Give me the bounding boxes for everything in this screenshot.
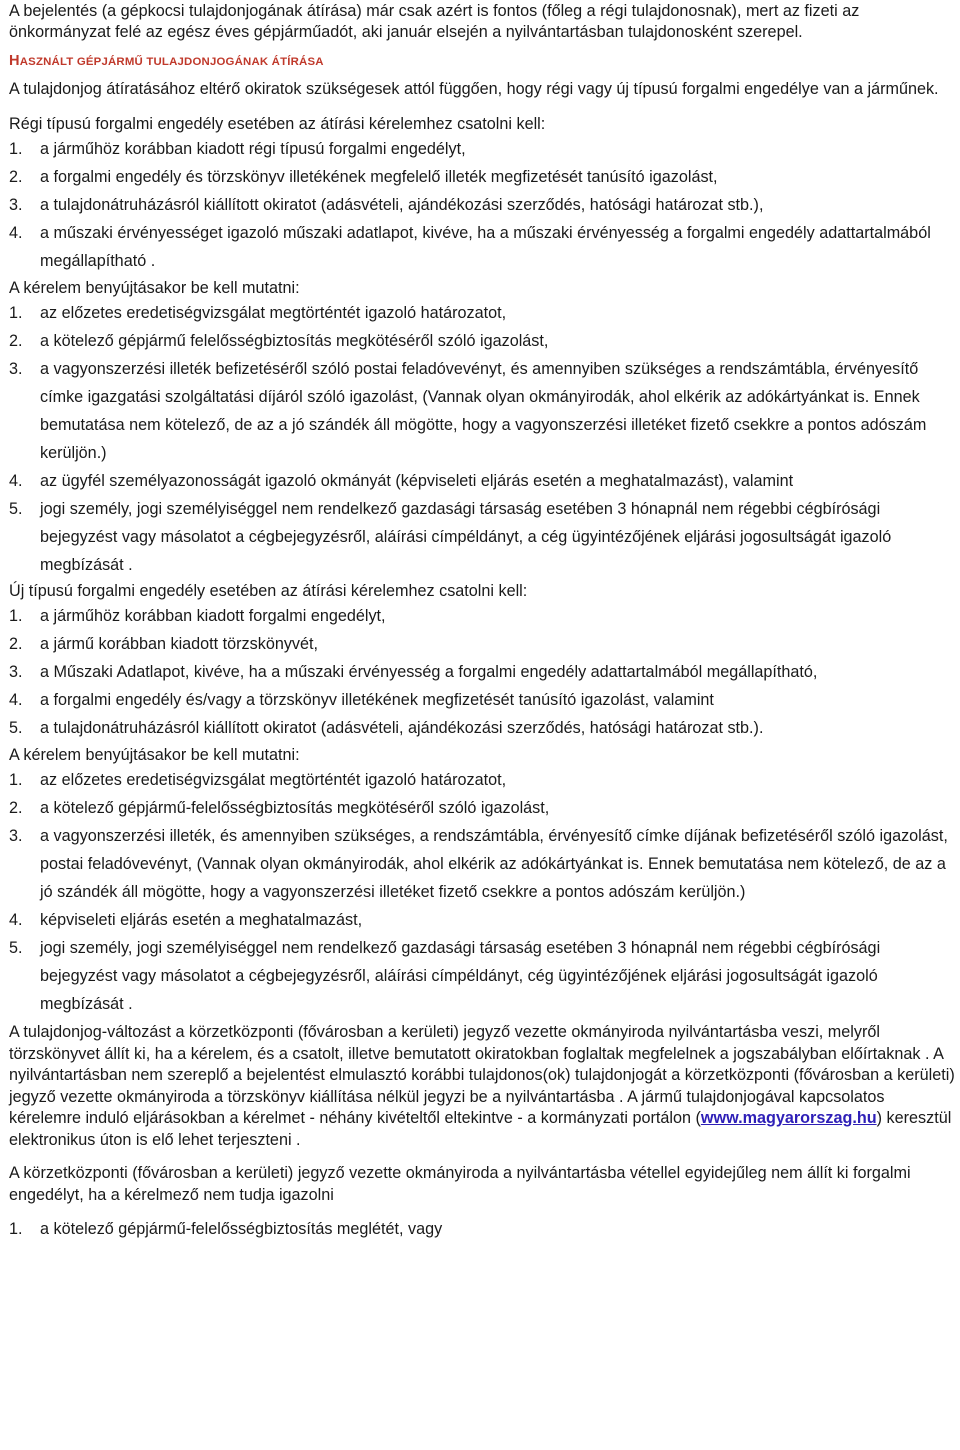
- list-item-text: a kötelező gépjármű-felelősségbiztosítás meglétét, vagy: [40, 1220, 443, 1238]
- list-item: [9, 467, 955, 495]
- list-item-number: 3.: [9, 827, 23, 845]
- document-page: [9, 0, 955, 1243]
- change-paragraph: [9, 1022, 955, 1151]
- list-item: [9, 766, 955, 794]
- change-paragraph-text-end: ) keresztül elektronikus úton is elő lehet terjeszteni .: [9, 1109, 952, 1149]
- list-item: [9, 630, 955, 658]
- old-type-show-lead: A kérelem benyújtásakor be kell mutatni:: [9, 279, 300, 297]
- list-item-text: a vagyonszerzési illeték, és amennyiben szükséges, a rendszámtábla, érvényesítő címke díjának befizetéséről szóló igazolást, postai feladóvevényt, (Vannak olyan okmányirodák, ahol elkérik az adókártyánkat is. Ennek bemutatása nem kötelező, de az a jó szándék áll mögötte, hogy a vagyonszerzési illetéket fizető csekkre a pontos adószám kerüljön.): [40, 827, 948, 901]
- list-item: [9, 714, 955, 742]
- change-paragraph-text: A tulajdonjog-változást a körzetközponti (fővárosban a kerületi) jegyző vezette okmányiroda nyilvántartásba veszi, melyről törzskönyvet állít ki, ha a kérelem, és a csatolt, illetve bemutatott okiratokban foglaltak megfelelnek a jogszabályban előírtaknak . A nyilvántartásban nem szereplő a bejelentést elmulasztó korábbi tulajdonos(ok) tulajdonjogát a körzetközponti (fővárosban a kerületi) jegyző vezette okmányiroda a törzskönyv kiállítása nélkül jegyzi be a nyilvántartásba . A jármű tulajdonjogával kapcsolatos kérelemre induló eljárásokban a kérelmet - néhány kivételtől eltekintve - a kormányzati portálon (: [9, 1023, 955, 1127]
- list-item-number: 1.: [9, 607, 23, 625]
- list-item-number: 2.: [9, 799, 23, 817]
- list-item-text: jogi személy, jogi személyiséggel nem rendelkező gazdasági társaság esetében 3 hónapnál nem régebbi cégbírósági bejegyzést vagy másolatot a cégbejegyzésről, aláírási címpéldányt, a cég ügyintézőjének eljárási jogosultságát igazoló megbízását .: [40, 500, 892, 574]
- list-item-number: 4.: [9, 224, 23, 242]
- list-item-number: 2.: [9, 635, 23, 653]
- list-item: [9, 191, 955, 219]
- list-item-text: a vagyonszerzési illeték befizetéséről szóló postai feladóvevényt, és amennyiben szükséges a rendszámtábla, érvényesítő címke igazgatási szolgáltatási díjáról szóló igazolást, (Vannak olyan okmányirodák, ahol elkérik az adókártyánkat is. Ennek bemutatása nem kötelező, de az a jó szándék áll mögötte, hogy a vagyonszerzési illetéket fizető csekkre a pontos adószám kerüljön.): [40, 360, 927, 462]
- final-list: [9, 1215, 955, 1243]
- section-heading-initial: H: [9, 53, 20, 69]
- intro-paragraph: A bejelentés (a gépkocsi tulajdonjogának átírása) már csak azért is fontos (főleg a régi tulajdonosnak), mert az fizeti az önkormányzat felé az egész éves gépjárműadót, aki január elsején a nyilvántartásban tulajdonosként szerepel.: [9, 2, 860, 41]
- old-type-attach-list: [9, 135, 955, 275]
- registration-paragraph: A körzetközponti (fővárosban a kerületi) jegyző vezette okmányiroda a nyilvántartásba vétellel egyidejűleg nem állít ki forgalmi engedélyt, ha a kérelmező nem tudja igazolni: [9, 1164, 911, 1204]
- list-item: [9, 794, 955, 822]
- list-item: [9, 355, 955, 467]
- list-item-number: 4.: [9, 691, 23, 709]
- list-item: [9, 1215, 955, 1243]
- list-item-text: a jármű korábban kiadott törzskönyvét,: [40, 635, 319, 653]
- list-item: [9, 906, 955, 934]
- list-item-text: a forgalmi engedély és törzskönyv illetékének megfelelő illeték megfizetését tanúsító igazolást,: [40, 168, 718, 186]
- list-item-number: 2.: [9, 332, 23, 350]
- new-type-show-lead: A kérelem benyújtásakor be kell mutatni:: [9, 746, 300, 764]
- section-heading: [9, 51, 955, 72]
- list-item-number: 1.: [9, 140, 23, 158]
- list-item-text: a forgalmi engedély és/vagy a törzskönyv illetékének megfizetését tanúsító igazolást, valamint: [40, 691, 714, 709]
- list-item: [9, 163, 955, 191]
- list-item-number: 3.: [9, 196, 23, 214]
- list-item-text: a kötelező gépjármű felelősségbiztosítás megkötéséről szóló igazolást,: [40, 332, 549, 350]
- list-item: [9, 219, 955, 275]
- list-item: [9, 822, 955, 906]
- old-type-lead: Régi típusú forgalmi engedély esetében az átírási kérelemhez csatolni kell:: [9, 115, 546, 133]
- list-item-text: az előzetes eredetiségvizsgálat megtörténtét igazoló határozatot,: [40, 304, 507, 322]
- new-type-attach-list: [9, 602, 955, 742]
- list-item-text: a járműhöz korábban kiadott régi típusú forgalmi engedélyt,: [40, 140, 466, 158]
- section-heading-rest: ASZNÁLT GÉPJÁRMŰ TULAJDONJOGÁNAK ÁTÍRÁSA: [19, 56, 324, 68]
- list-item: [9, 327, 955, 355]
- list-item-text: a járműhöz korábban kiadott forgalmi engedélyt,: [40, 607, 386, 625]
- list-item-number: 4.: [9, 472, 23, 490]
- list-item-number: 5.: [9, 500, 23, 518]
- list-item-text: a műszaki érvényességet igazoló műszaki adatlapot, kivéve, ha a műszaki érvényesség a forgalmi engedély adattartalmából megállapítható .: [40, 224, 931, 270]
- list-item-text: a kötelező gépjármű-felelősségbiztosítás megkötéséről szóló igazolást,: [40, 799, 550, 817]
- portal-link[interactable]: www.magyarorszag.hu: [700, 1109, 877, 1127]
- list-item-text: a tulajdonátruházásról kiállított okiratot (adásvételi, ajándékozási szerződés, hatósági határozat stb.),: [40, 196, 764, 214]
- list-item-text: képviseleti eljárás esetén a meghatalmazást,: [40, 911, 363, 929]
- old-type-show-list: [9, 299, 955, 579]
- list-item: [9, 658, 955, 686]
- list-item: [9, 686, 955, 714]
- list-item-number: 5.: [9, 719, 23, 737]
- list-item-number: 2.: [9, 168, 23, 186]
- new-type-lead: Új típusú forgalmi engedély esetében az átírási kérelemhez csatolni kell:: [9, 582, 528, 600]
- list-item-number: 5.: [9, 939, 23, 957]
- list-item-text: az előzetes eredetiségvizsgálat megtörténtét igazoló határozatot,: [40, 771, 507, 789]
- list-item-number: 1.: [9, 1220, 23, 1238]
- list-item: [9, 135, 955, 163]
- list-item-number: 3.: [9, 360, 23, 378]
- list-item-text: az ügyfél személyazonosságát igazoló okmányát (képviseleti eljárás esetén a meghatalmazást), valamint: [40, 472, 794, 490]
- list-item: [9, 934, 955, 1018]
- list-item: [9, 602, 955, 630]
- section-intro: A tulajdonjog átíratásához eltérő okiratok szükségesek attól függően, hogy régi vagy új típusú forgalmi engedélye van a járműnek.: [9, 80, 939, 98]
- list-item-number: 1.: [9, 304, 23, 322]
- list-item-text: a tulajdonátruházásról kiállított okiratot (adásvételi, ajándékozási szerződés, hatósági határozat stb.).: [40, 719, 764, 737]
- list-item-number: 3.: [9, 663, 23, 681]
- new-type-show-list: [9, 766, 955, 1018]
- list-item-text: a Műszaki Adatlapot, kivéve, ha a műszaki érvényesség a forgalmi engedély adattartalmából megállapítható,: [40, 663, 818, 681]
- list-item-number: 4.: [9, 911, 23, 929]
- list-item-text: jogi személy, jogi személyiséggel nem rendelkező gazdasági társaság esetében 3 hónapnál nem régebbi cégbírósági bejegyzést vagy másolatot a cégbejegyzésről, aláírási címpéldányt, cég ügyintézőjének eljárási jogosultságát igazoló megbízását .: [40, 939, 881, 1013]
- list-item: [9, 299, 955, 327]
- list-item: [9, 495, 955, 579]
- list-item-number: 1.: [9, 771, 23, 789]
